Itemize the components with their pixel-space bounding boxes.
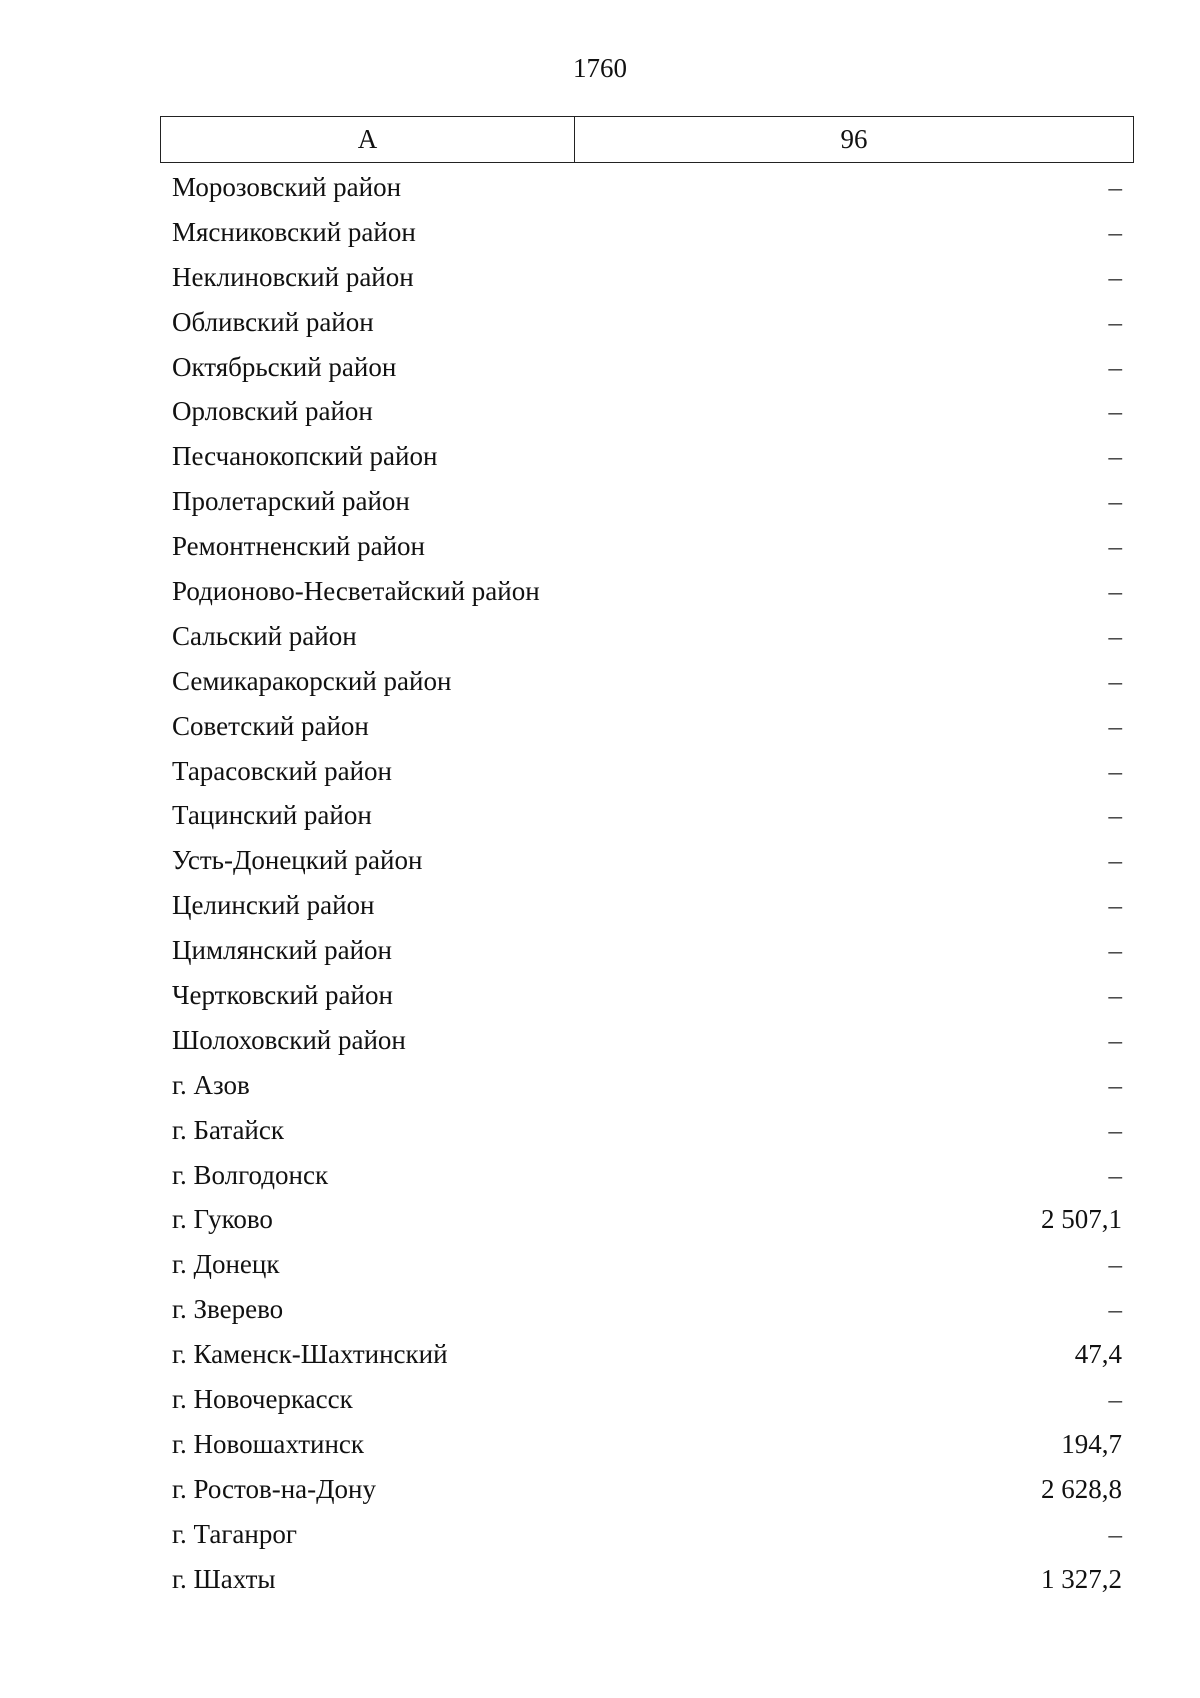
row-value: – <box>1108 755 1122 786</box>
table-row <box>160 165 1134 210</box>
table-row <box>160 838 1134 883</box>
row-name: Тацинский район <box>172 800 372 831</box>
column-header-96: 96 <box>840 124 868 154</box>
row-name: Ремонтненский район <box>172 531 425 562</box>
table-row <box>160 973 1134 1018</box>
row-name: Обливский район <box>172 306 374 337</box>
row-name: Цимлянский район <box>172 935 393 966</box>
table-row <box>160 928 1134 973</box>
table-row <box>160 210 1134 255</box>
table-row <box>160 883 1134 928</box>
row-name: Советский район <box>172 710 369 741</box>
row-name: г. Волгодонск <box>172 1159 329 1190</box>
table-row <box>160 1242 1134 1287</box>
row-value: – <box>1108 216 1122 247</box>
row-value: – <box>1108 1518 1122 1549</box>
row-value: – <box>1108 486 1122 517</box>
table-row <box>160 1512 1134 1557</box>
row-name: г. Новочеркасск <box>172 1383 353 1414</box>
row-name: Усть-Донецкий район <box>172 845 423 876</box>
page-number: 1760 <box>573 53 627 83</box>
row-value: – <box>1108 171 1122 202</box>
row-value: – <box>1108 665 1122 696</box>
row-name: г. Зверево <box>172 1294 284 1325</box>
row-value: – <box>1108 800 1122 831</box>
row-name: Мясниковский район <box>172 216 416 247</box>
table-row <box>160 614 1134 659</box>
table-row <box>160 255 1134 300</box>
table-row <box>160 300 1134 345</box>
row-value: – <box>1108 1159 1122 1190</box>
table-row <box>160 1332 1134 1377</box>
table-row <box>160 704 1134 749</box>
row-name: Тарасовский район <box>172 755 392 786</box>
row-name: Шолоховский район <box>172 1024 406 1055</box>
row-name: Песчанокопский район <box>172 441 438 472</box>
table-row <box>160 1467 1134 1512</box>
table-row <box>160 569 1134 614</box>
row-value: – <box>1108 935 1122 966</box>
row-value: – <box>1108 531 1122 562</box>
row-name: Семикаракорский район <box>172 665 452 696</box>
row-value: – <box>1108 1249 1122 1280</box>
row-name: г. Таганрог <box>172 1518 297 1549</box>
table-row <box>160 479 1134 524</box>
row-value: 1 327,2 <box>1041 1563 1122 1594</box>
row-name: Морозовский район <box>172 171 402 202</box>
row-value: 194,7 <box>1061 1428 1122 1459</box>
table-row <box>160 389 1134 434</box>
row-value: 2 507,1 <box>1041 1204 1122 1235</box>
row-value: – <box>1108 1024 1122 1055</box>
table-row <box>160 1422 1134 1467</box>
row-value: – <box>1108 1294 1122 1325</box>
row-value: – <box>1108 575 1122 606</box>
row-value: – <box>1108 620 1122 651</box>
row-name: г. Каменск-Шахтинский <box>172 1339 448 1370</box>
row-value: – <box>1108 1114 1122 1145</box>
table-row <box>160 434 1134 479</box>
table-row <box>160 1557 1134 1602</box>
table-row <box>160 1197 1134 1242</box>
row-name: г. Шахты <box>172 1563 276 1594</box>
table-row <box>160 1108 1134 1153</box>
row-value: – <box>1108 1069 1122 1100</box>
row-value: – <box>1108 396 1122 427</box>
row-value: 2 628,8 <box>1041 1473 1122 1504</box>
row-value: – <box>1108 351 1122 382</box>
table-row <box>160 1018 1134 1063</box>
table-row <box>160 345 1134 390</box>
table-header <box>160 116 1134 163</box>
row-value: – <box>1108 979 1122 1010</box>
row-value: – <box>1108 890 1122 921</box>
row-value: – <box>1108 845 1122 876</box>
table-row <box>160 1377 1134 1422</box>
row-value: – <box>1108 710 1122 741</box>
table-row <box>160 749 1134 794</box>
row-value: – <box>1108 261 1122 292</box>
row-name: г. Гуково <box>172 1204 273 1235</box>
table-row <box>160 1287 1134 1332</box>
row-name: г. Новошахтинск <box>172 1428 364 1459</box>
table-row <box>160 1153 1134 1198</box>
row-name: г. Ростов-на-Дону <box>172 1473 377 1504</box>
table-body <box>160 165 1134 1602</box>
row-name: Целинский район <box>172 890 375 921</box>
table-row <box>160 524 1134 569</box>
row-value: – <box>1108 1383 1122 1414</box>
row-name: г. Батайск <box>172 1114 284 1145</box>
row-value: – <box>1108 306 1122 337</box>
row-value: – <box>1108 441 1122 472</box>
table-row <box>160 659 1134 704</box>
row-name: Сальский район <box>172 620 357 651</box>
row-name: г. Азов <box>172 1069 250 1100</box>
row-value: 47,4 <box>1074 1339 1122 1370</box>
row-name: Орловский район <box>172 396 373 427</box>
row-name: г. Донецк <box>172 1249 280 1280</box>
row-name: Неклиновский район <box>172 261 414 292</box>
row-name: Пролетарский район <box>172 486 410 517</box>
row-name: Родионово-Несветайский район <box>172 575 540 606</box>
table-row <box>160 1063 1134 1108</box>
table-row <box>160 793 1134 838</box>
row-name: Чертковский район <box>172 979 393 1010</box>
column-header-a: А <box>161 117 575 162</box>
row-name: Октябрьский район <box>172 351 397 382</box>
